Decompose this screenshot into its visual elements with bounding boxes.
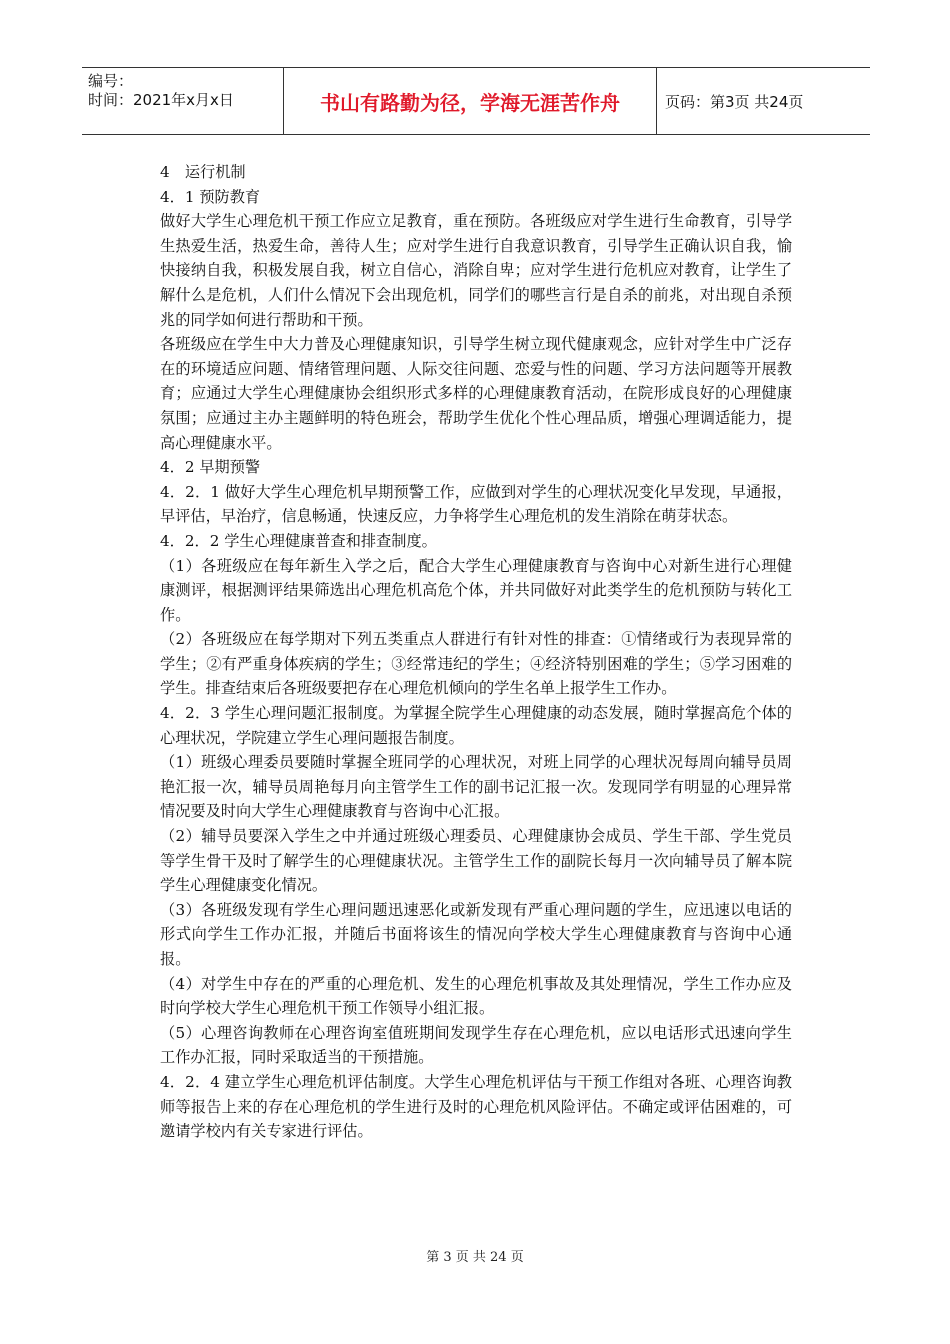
paragraph: 做好大学生心理危机干预工作应立足教育，重在预防。各班级应对学生进行生命教育，引导学生热爱生活，热爱生命，善待人生；应对学生进行自我意识教育，引导学生正确认识自我，愉快接纳自我，积极发展自我，树立自信心，消除自卑；应对学生进行危机应对教育，让学生了解什么是危机，人们什么情况下会出现危机，同学们的哪些言行是自杀的前兆，对出现自杀预兆的同学如何进行帮助和干预。 xyxy=(160,212,792,329)
number-label: 编号： xyxy=(88,72,134,90)
section-heading: 4 运行机制 xyxy=(160,163,246,181)
date-label: 时间：2021年x月x日 xyxy=(88,91,234,109)
page-footer: 第 3 页 共 24 页 xyxy=(426,1250,524,1265)
header-meta xyxy=(82,68,284,134)
paragraph: 4．2．3 学生心理问题汇报制度。为掌握全院学生心理健康的动态发展，随时掌握高危个体的心理状况，学院建立学生心理问题报告制度。 xyxy=(160,704,792,747)
paragraph: （5）心理咨询教师在心理咨询室值班期间发现学生存在心理危机，应以电话形式迅速向学生工作办汇报，同时采取适当的干预措施。 xyxy=(160,1023,792,1067)
paragraph: （1）班级心理委员要随时掌握全班同学的心理状况，对班上同学的心理状况每周向辅导员周艳汇报一次，辅导员周艳每月向主管学生工作的副书记汇报一次。发现同学有明显的心理异常情况要及时向大学生心理健康教育与咨询中心汇报。 xyxy=(160,753,792,821)
paragraph: （3）各班级发现有学生心理问题迅速恶化或新发现有严重心理问题的学生，应迅速以电话的形式向学生工作办汇报，并随后书面将该生的情况向学校大学生心理健康教育与咨询中心通报。 xyxy=(160,900,792,968)
paragraph: 4．2．4 建立学生心理危机评估制度。大学生心理危机评估与干预工作组对各班、心理咨询教师等报告上来的存在心理危机的学生进行及时的心理危机风险评估。不确定或评估困难的，可邀请学校内有关专家进行评估。 xyxy=(160,1072,792,1141)
page-header xyxy=(82,67,870,135)
header-motto: 书山有路勤为径，学海无涯苦作舟 xyxy=(284,68,657,134)
paragraph: （1）各班级应在每年新生入学之后，配合大学生心理健康教育与咨询中心对新生进行心理健康测评，根据测评结果筛选出心理危机高危个体，并共同做好对此类学生的危机预防与转化工作。 xyxy=(160,556,792,624)
paragraph: （2）各班级应在每学期对下列五类重点人群进行有针对性的排查：①情绪或行为表现异常的学生；②有严重身体疾病的学生；③经常违纪的学生；④经济特别困难的学生；⑤学习困难的学生。排查结束后各班级要把存在心理危机倾向的学生名单上报学生工作办。 xyxy=(160,630,792,698)
document-body xyxy=(160,160,792,1144)
subsection-heading: 4．2 早期预警 xyxy=(160,458,261,477)
subsection-heading: 4．1 预防教育 xyxy=(160,187,261,206)
header-page-code: 页码：第3页 共24页 xyxy=(665,92,804,111)
paragraph: （2）辅导员要深入学生之中并通过班级心理委员、心理健康协会成员、学生干部、学生党员等学生骨干及时了解学生的心理健康状况。主管学生工作的副院长每月一次向辅导员了解本院学生心理健康变化情况。 xyxy=(160,827,792,895)
paragraph: 4．2．2 学生心理健康普查和排查制度。 xyxy=(160,531,437,550)
paragraph: （4）对学生中存在的严重的心理危机、发生的心理危机事故及其处理情况，学生工作办应及时向学校大学生心理危机干预工作领导小组汇报。 xyxy=(160,974,792,1018)
paragraph: 各班级应在学生中大力普及心理健康知识，引导学生树立现代健康观念，应针对学生中广泛存在的环境适应问题、情绪管理问题、人际交往问题、恋爱与性的问题、学习方法问题等开展教育；应通过大学生心理健康协会组织形式多样的心理健康教育活动，在院形成良好的心理健康氛围；应通过主办主题鲜明的特色班会，帮助学生优化个性心理品质，增强心理调适能力，提高心理健康水平。 xyxy=(160,335,792,452)
paragraph: 4．2．1 做好大学生心理危机早期预警工作，应做到对学生的心理状况变化早发现，早通报，早评估，早治疗，信息畅通，快速反应，力争将学生心理危机的发生消除在萌芽状态。 xyxy=(160,482,792,526)
